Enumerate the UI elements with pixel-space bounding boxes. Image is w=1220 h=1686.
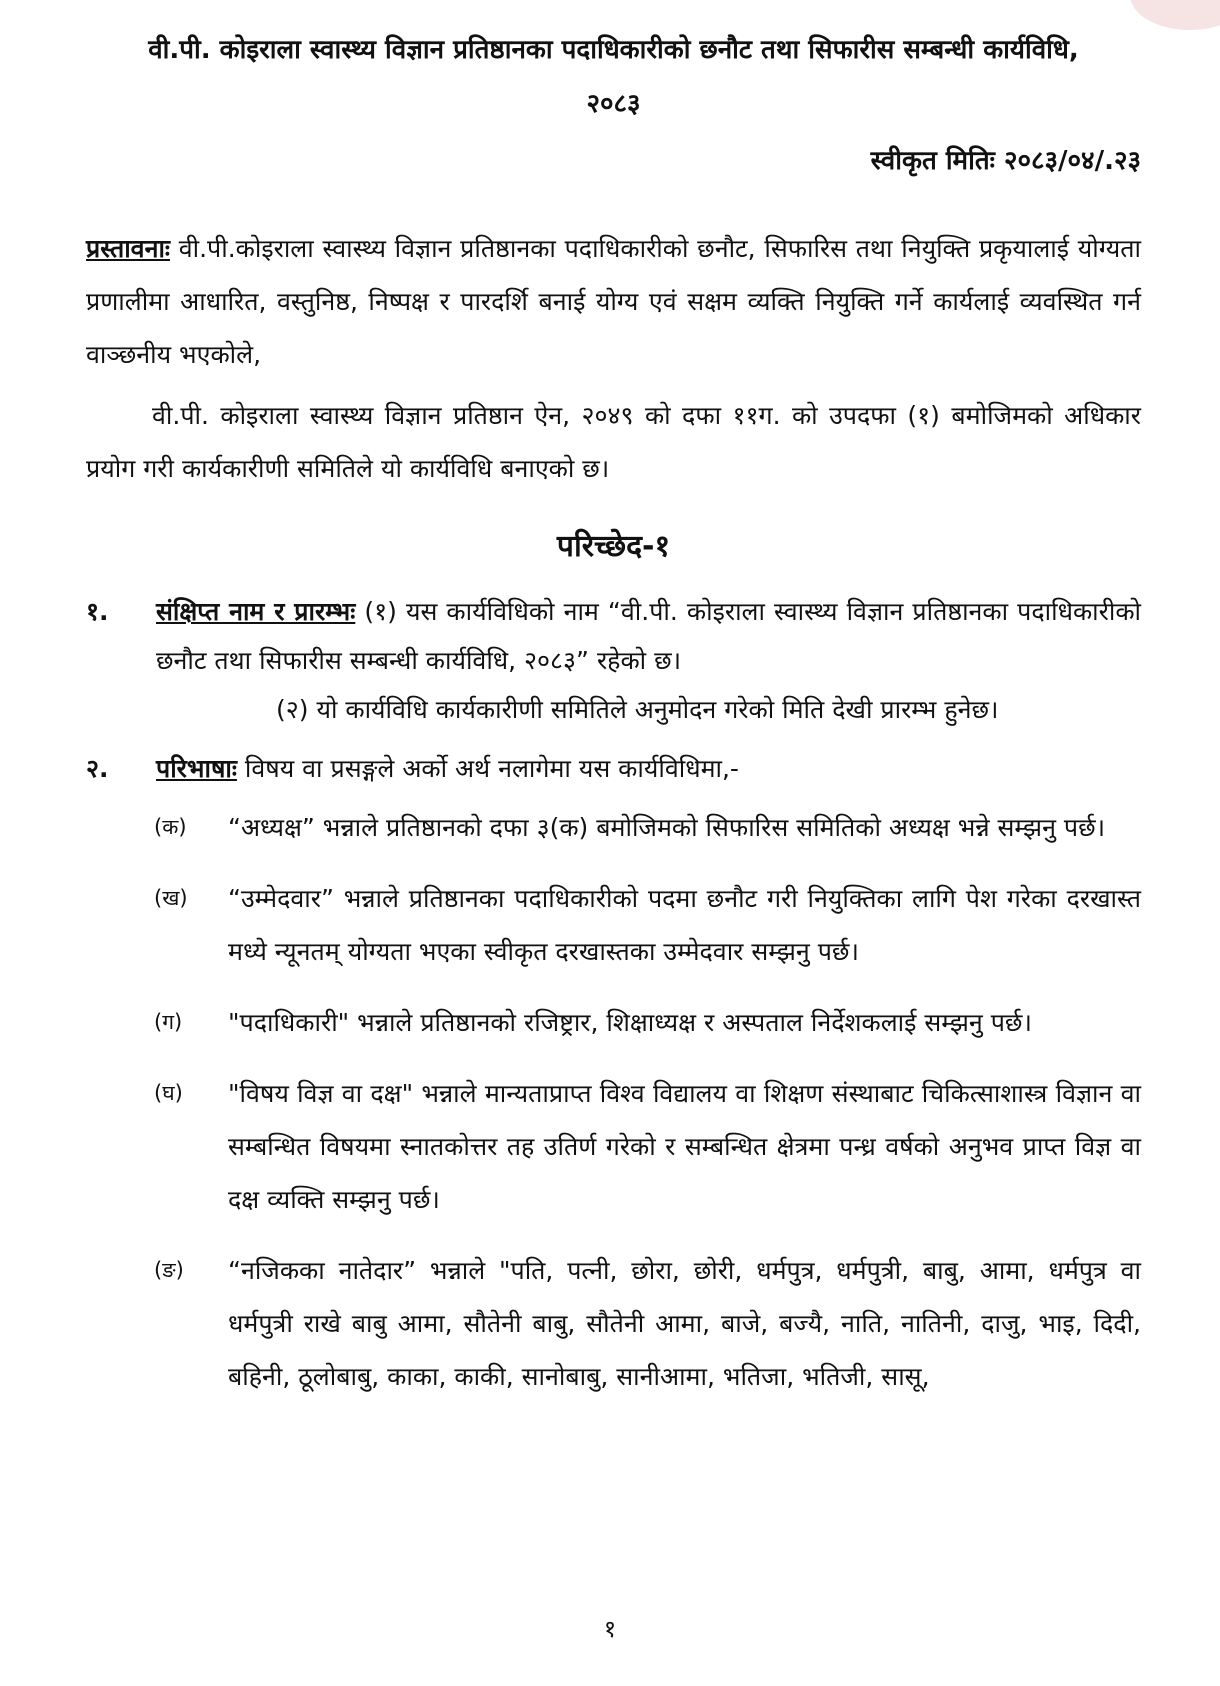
document-page	[86, 20, 1141, 1403]
definition-number: (घ)	[154, 1081, 183, 1105]
definition-text: "विषय विज्ञ वा दक्ष" भन्नाले मान्यताप्राप्त विश्व विद्यालय वा शिक्षण संस्थाबाट चिकित्साशास्त्र विज्ञान वा सम्बन्धित विषयमा स्नातकोत्तर तह उतिर्ण गरेको र सम्बन्धित क्षेत्रमा पन्ध्र वर्षको अनुभव प्राप्त विज्ञ वा दक्ष व्यक्ति सम्झनु पर्छ।	[228, 1079, 1141, 1214]
definition-text: "पदाधिकारी" भन्नाले प्रतिष्ठानको रजिष्ट्रार, शिक्षाध्यक्ष र अस्पताल निर्देशकलाई सम्झनु पर्छ।	[228, 1008, 1032, 1037]
section-1-subsection-2: (२) यो कार्यविधि कार्यकारीणी समितिले अनुमोदन गरेको मिति देखी प्रारम्भ हुनेछ।	[276, 695, 999, 724]
section-text: (१) यस कार्यविधिको नाम “वी.पी. कोइराला स्वास्थ्य विज्ञान प्रतिष्ठानका पदाधिकारीको छनौट तथा सिफारीस सम्बन्धी कार्यविधि, २०८३” रहेको छ।	[156, 597, 1142, 675]
definition-number: (ङ)	[154, 1258, 184, 1282]
page-number: १	[603, 1615, 617, 1643]
definition-text: “अध्यक्ष” भन्नाले प्रतिष्ठानको दफा ३(क) बमोजिमको सिफारिस समितिको अध्यक्ष भन्ने सम्झनु पर्छ।	[228, 813, 1106, 842]
section-text: विषय वा प्रसङ्गले अर्को अर्थ नलागेमा यस कार्यविधिमा,-	[236, 754, 739, 783]
document-title-year: २०८३	[586, 89, 641, 119]
preamble-text: वी.पी.कोइराला स्वास्थ्य विज्ञान प्रतिष्ठानका पदाधिकारीको छनौट, सिफारिस तथा नियुक्ति प्रकृयालाई योग्यता प्रणालीमा आधारित, वस्तुनिष्ठ, निष्पक्ष र पारदर्शि बनाई योग्य एवं सक्षम व्यक्ति नियुक्ति गर्ने कार्यलाई व्यवस्थित गर्न वाञ्छनीय भएकोले,	[86, 234, 1141, 369]
section-2	[86, 744, 1141, 793]
definition-number: (ग)	[154, 1010, 183, 1034]
section-1	[86, 587, 1141, 685]
corner-decoration	[1130, 0, 1220, 30]
definition-ga	[86, 996, 1141, 1049]
definition-text: “उम्मेदवार” भन्नाले प्रतिष्ठानका पदाधिकारीको पदमा छनौट गरी नियुक्तिका लागि पेश गरेका दरखास्त मध्ये न्यूनतम् योग्यता भएका स्वीकृत दरखास्तका उम्मेदवार सम्झनु पर्छ।	[228, 884, 1141, 966]
definition-kha	[86, 872, 1141, 978]
authority-paragraph: वी.पी. कोइराला स्वास्थ्य विज्ञान प्रतिष्ठान ऐन, २०४९ को दफा ११ग. को उपदफा (१) बमोजिमको अधिकार प्रयोग गरी कार्यकारीणी समितिले यो कार्यविधि बनाएको छ।	[86, 401, 1141, 483]
chapter-heading: परिच्छेद-१	[556, 529, 671, 564]
definition-text: “नजिकका नातेदार” भन्नाले "पति, पत्नी, छोरा, छोरी, धर्मपुत्र, धर्मपुत्री, बाबु, आमा, धर्मपुत्र वा धर्मपुत्री राखे बाबु आमा, सौतेनी बाबु, सौतेनी आमा, बाजे, बज्यै, नाति, नातिनी, दाजु, भाइ, दिदी, बहिनी, ठूलोबाबु, काका, काकी, सानोबाबु, सानीआमा, भतिजा, भतिजी, सासू,	[228, 1256, 1141, 1391]
document-title: वी.पी. कोइराला स्वास्थ्य विज्ञान प्रतिष्ठानका पदाधिकारीको छनौट तथा सिफारीस सम्बन्धी कार्यविधि,	[148, 35, 1079, 65]
preamble	[86, 222, 1141, 381]
definition-gha	[86, 1067, 1141, 1226]
section-label: परिभाषाः	[156, 754, 237, 783]
definition-nga	[86, 1244, 1141, 1403]
definition-ka	[86, 801, 1141, 854]
section-number: १.	[86, 597, 109, 626]
definition-number: (ख)	[154, 886, 188, 910]
definition-number: (क)	[154, 815, 187, 839]
section-label: संक्षिप्त नाम र प्रारम्भः	[156, 597, 356, 626]
approved-date: स्वीकृत मितिः २०८३/०४/.२३	[870, 146, 1141, 176]
section-number: २.	[86, 754, 109, 783]
preamble-label: प्रस्तावनाः	[86, 234, 170, 263]
